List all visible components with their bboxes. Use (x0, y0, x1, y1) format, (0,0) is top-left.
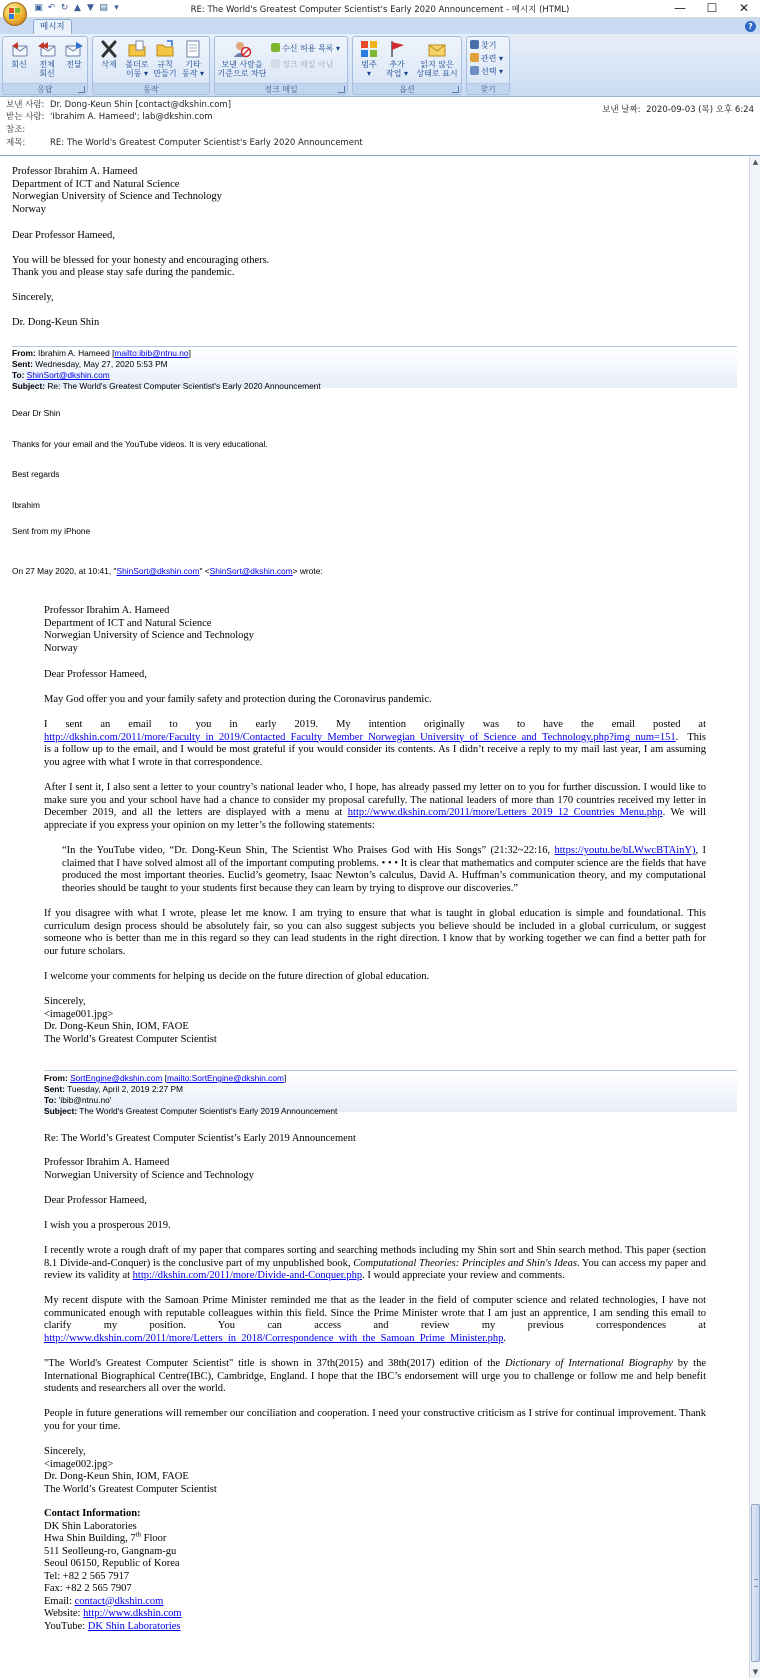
down-icon[interactable]: ▼ (87, 3, 94, 13)
message-body-frame (0, 155, 760, 1678)
ribbon (0, 34, 760, 97)
related-icon (470, 53, 479, 62)
to-row (6, 111, 213, 123)
sent-label: 보낸 날짜: (602, 105, 641, 115)
scroll-up-arrow-icon[interactable]: ▲ (752, 158, 759, 166)
website-link[interactable]: http://www.dkshin.com (83, 1608, 182, 1619)
letter2019-p4: "The World's Greatest Computer Scientist" title is shown in 37th(2015) and 38th(2017) edition of the Dictionary of International Biography by the International Biographical Centre(IBC), Cambridge, England. I hope that the IBC’s endorsement will urge you to challenge or follow me and help benefit students and researchers all over the world. (44, 1358, 706, 1394)
ribbon-tab-row (0, 18, 760, 34)
group-respond (2, 36, 88, 95)
letter2020-p4: If you disagree with what I wrote, please let me know. I am trying to ensure that what is taught in global education is simple and foundational. This curriculum design process should be absolutely fair, so you can also suggest subjects you believe should be included in a global curriculum, or suggest someone who is better than me in this regard so they can lead students in the right direction. I know that by working together we can find a better path for our future scholars. (44, 908, 706, 957)
reply-greeting: Dear Professor Hameed, (12, 230, 115, 241)
move-to-folder-button[interactable]: 폴더로 이동 ▾ (123, 39, 151, 78)
letter2019-p3: My recent dispute with the Samoan Prime Minister reminded me that as the leader in the field of computer science and related technologies, I have not communicated enough with reputable colleagues within this field. Since the Prime Minister wrote that I am just an apprentice, I am sending this email to clarify my position. You can access and review my previous correspondences at http://www.dkshin.com/2011/more/Letters_in_2018/Correspondence_with_the_Samoan_Prime_Minister.php. (44, 1295, 706, 1344)
minimize-button[interactable]: — (674, 1, 686, 15)
from-row (6, 99, 231, 111)
options-dialog-launcher[interactable] (452, 86, 459, 93)
quote1-wrote-line: On 27 May 2020, at 10:41, "ShinSort@dkshin.com" <ShinSort@dkshin.com> wrote: (12, 566, 323, 576)
forward-icon (64, 39, 84, 59)
from-label: 보낸 사람: (6, 100, 45, 110)
flag-icon (387, 39, 407, 59)
safe-list-icon (271, 43, 280, 52)
select-button[interactable]: 선택 ▾ (470, 66, 503, 77)
quote1-from-link[interactable]: mailto:ibib@ntnu.no (114, 348, 189, 358)
reply-address: Professor Ibrahim A. Hameed Department of ICT and Natural Science Norwegian University of Science and Technology Norway (12, 166, 222, 215)
delete-x-icon (99, 39, 119, 59)
group-actions (92, 36, 210, 95)
quote1-line3: Best regards (12, 469, 60, 479)
up-icon[interactable]: ▲ (74, 3, 81, 13)
contact-email-link[interactable]: contact@dkshin.com (74, 1595, 164, 1607)
categorize-icon (359, 39, 379, 59)
letter2020-signature: Sincerely, <image001.jpg> Dr. Dong-Keun Shin, IOM, FAOE The World’s Greatest Computer Scientist (44, 996, 217, 1045)
group-title-junk: 정크 메일 (215, 83, 347, 94)
subject-value: RE: The World's Greatest Computer Scientist's Early 2020 Announcement (50, 138, 363, 148)
follow-up-button[interactable]: 추가 작업 ▾ (383, 39, 411, 78)
document-icon (183, 39, 203, 59)
quote2-header: From: SortEngine@dkshin.com [mailto:SortEngine@dkshin.com] Sent: Tuesday, April 2, 2019 2:27 PM To: 'ibib@ntnu.no' Subject: The World's Greatest Computer Scientist's Early 2019 Announcement (44, 1073, 338, 1116)
forward-button[interactable]: 전달 (60, 39, 88, 69)
mark-unread-icon (427, 39, 447, 59)
junk-dialog-launcher[interactable] (338, 86, 345, 93)
letter2019-p2: I recently wrote a rough draft of my paper that compares sorting and searching methods including my Shin sort and Shin search method. This paper (section 8.1 Divide-and-Conquer) is the conclusive part of my unpublished book, Computational Theories: Principles and Shin's Ideas. You can access my paper and review its validity at http://dkshin.com/2011/more/Divide-and-Conquer.php. I would appreciate your review and comments. (44, 1245, 707, 1281)
letter2020-p2: I sent an email to you in early 2019. My intention originally was to have the email posted at http://dkshin.com/2011/more/Faculty_in_2019/Contacted_Faculty_Member_Norwegian_University_of_Science_and_Technology.php?img_num=151. This is a follow up to the email, and I would be most grateful if you would consider its contents. As I didn’t receive a reply to my mail last year, I am assuming you agree with what I wrote in that correspondence. (44, 719, 706, 768)
sent-row (602, 104, 754, 116)
message-body (0, 156, 748, 1678)
maximize-button[interactable]: ☐ (706, 1, 718, 15)
quote1-line4: Ibrahim (12, 500, 40, 510)
quote1-to-link[interactable]: ShinSort@dkshin.com (26, 370, 110, 380)
cc-label: 참조: (6, 125, 26, 135)
quote1-separator (12, 346, 737, 347)
subject-row (6, 137, 363, 149)
reply-all-icon (37, 39, 57, 59)
not-junk-icon (271, 59, 280, 68)
quote1-header: From: Ibrahim A. Hameed [mailto:ibib@ntnu.no] Sent: Wednesday, May 27, 2020 5:53 PM To: ShinSort@dkshin.com Subject: Re: The World's Greatest Computer Scientist's Early 2020 Announcement (12, 348, 321, 391)
message-header (0, 97, 760, 155)
vertical-scrollbar[interactable] (749, 156, 760, 1678)
block-sender-icon (232, 39, 252, 59)
safe-list-button[interactable]: 수신 허용 목록 ▾ (271, 43, 340, 54)
quote1-line5: Sent from my iPhone (12, 526, 91, 536)
scrollbar-thumb[interactable] (751, 1504, 760, 1662)
reply-icon (9, 39, 29, 59)
letter2020-address: Professor Ibrahim A. Hameed Department of ICT and Natural Science Norwegian University of Science and Technology Norway (44, 605, 254, 654)
letter2020-quote: “In the YouTube video, “Dr. Dong-Keun Shin, The Scientist Who Praises God with His Songs” (21:32~22:16, https://youtu.be/bLWwcBTAinY), I claimed that I have solved almost all of the important computing problems. • • • It is clear that mathematics and computer science are the fields that have produced the most important theories. Euclid’s geometry, Isaac Newton’s calculus, David A. Huffman’s communication theory, and my computational theories should be taught to your students first because they can learn by trying to disprove our discoveries.” (62, 845, 706, 894)
letter2020-p3: After I sent it, I also sent a letter to your country’s national leader who, I hope, has already passed my letter on to you for further discussion. I would like to make sure you and your school have had a chance to consider my proposal carefully. The national leaders of more than 170 countries received my letter in December 2019, and all the letters are displayed with a menu at http://www.dkshin.com/2011/more/Letters_2019_12_Countries_Menu.php. We will appreciate if you express your opinion on my letter’s the following statements: (44, 782, 706, 831)
folder-move-icon (127, 39, 147, 59)
youtube-channel-link[interactable]: DK Shin Laboratories (87, 1620, 181, 1632)
reply-line1: You will be blessed for your honesty and encouraging others. (12, 255, 270, 266)
to-label: 받는 사람: (6, 112, 45, 122)
reply-line2: Thank you and please stay safe during the pandemic. (12, 267, 235, 278)
letter2019-address: Professor Ibrahim A. Hameed Norwegian University of Science and Technology (44, 1157, 254, 1181)
letter2020-p5: I welcome your comments for helping us decide on the future direction of global education. (44, 971, 430, 982)
quote1-line1: Dear Dr Shin (12, 408, 61, 418)
letter2019-greeting: Dear Professor Hameed, (44, 1195, 147, 1206)
cc-row (6, 124, 50, 136)
delete-button[interactable]: 삭제 (95, 39, 123, 69)
create-rule-button[interactable]: 규칙 만들기 (151, 39, 179, 78)
letter2019-signature: Sincerely, <image002.jpg> Dr. Dong-Keun Shin, IOM, FAOE The World’s Greatest Computer Scientist (44, 1446, 217, 1495)
letter2020-greeting: Dear Professor Hameed, (44, 669, 147, 680)
countries-menu-link[interactable]: http://www.dkshin.com/2011/more/Letters_2019_12_Countries_Menu.php (347, 807, 663, 818)
group-title-options: 옵션 (353, 83, 461, 94)
group-junk (214, 36, 348, 95)
select-icon (470, 66, 479, 75)
wrote-link-2[interactable]: ShinSort@dkshin.com (209, 566, 293, 576)
window-title: RE: The World's Greatest Computer Scientist's Early 2020 Announcement - 메시지 (HTML) (190, 5, 570, 15)
reply-closing: Sincerely, (12, 292, 54, 303)
find-button[interactable]: 찾기 (470, 40, 496, 51)
not-junk-button: 정크 메일 아님 (271, 59, 333, 70)
other-actions-button[interactable]: 기타 동작 ▾ (179, 39, 207, 78)
categorize-button[interactable]: 범주 ▾ (355, 39, 383, 78)
quote2-from-link[interactable]: SortEngine@dkshin.com (70, 1073, 163, 1083)
group-options (352, 36, 462, 95)
letter2019-re: Re: The World’s Greatest Computer Scientist’s Early 2019 Announcement (44, 1133, 356, 1144)
youtube-link[interactable]: https://youtu.be/bLWwcBTAinY) (554, 845, 696, 856)
samoan-correspondence-link[interactable]: http://www.dkshin.com/2011/more/Letters_in_2018/Correspondence_with_the_Samoan_Prime_Minister.php (44, 1332, 504, 1344)
to-value[interactable]: 'Ibrahim A. Hameed'; lab@dkshin.com (50, 112, 213, 122)
from-value[interactable]: Dr. Dong-Keun Shin [contact@dkshin.com] (50, 100, 232, 110)
office-logo-icon (9, 8, 21, 20)
group-title-actions: 동작 (93, 83, 209, 94)
binoculars-icon (470, 40, 479, 49)
redo-icon[interactable]: ↻ (60, 3, 69, 13)
contact-information: Contact Information: DK Shin Laboratories Hwa Shin Building, 7th Floor 511 Seolleung-ro, Gangnam-gu Seoul 06150, Republic of Korea Tel: +82 2 565 7917 Fax: +82 2 565 7907 Email: contact@dkshin.com Website: http://www.dkshin.com YouTube: DK Shin Laboratories (44, 1508, 182, 1632)
help-icon[interactable]: ? (745, 21, 756, 32)
office-button[interactable] (3, 2, 27, 26)
group-title-respond: 응답 (3, 83, 87, 94)
letter2019-p1: I wish you a prosperous 2019. (44, 1220, 171, 1231)
sent-value: 2020-09-03 (목) 오후 6:24 (646, 105, 754, 115)
block-sender-button[interactable]: 보낸 사람을 기준으로 차단 (217, 39, 267, 78)
faculty-link[interactable]: http://dkshin.com/2011/more/Faculty_in_2019/Contacted_Faculty_Member_Norwegian_University_of_Science_and_Technology.php?img_num=151 (44, 731, 676, 743)
undo-icon[interactable]: ↶ (47, 3, 56, 13)
group-find (466, 36, 510, 95)
tab-message[interactable]: 메시지 (33, 19, 72, 34)
scrollbar-grip-icon (754, 1579, 758, 1587)
letter2019-p5: People in future generations will remember our conciliation and cooperation. I need your constructive criticism as I strive for continual improvement. Thank you for your time. (44, 1408, 706, 1432)
letter2020-p1: May God offer you and your family safety and protection during the Coronavirus pandemic. (44, 694, 432, 705)
preview-icon[interactable]: ▤ (99, 3, 108, 13)
quote1-line2: Thanks for your email and the YouTube videos. It is very educational. (12, 439, 268, 449)
quote2-mailto-link[interactable]: mailto:SortEngine@dkshin.com (167, 1073, 284, 1083)
reply-all-button[interactable]: 전체 회신 (33, 39, 61, 78)
reply-signature: Dr. Dong-Keun Shin (12, 317, 100, 328)
wrote-link-1[interactable]: ShinSort@dkshin.com (116, 566, 200, 576)
save-icon[interactable]: ▣ (34, 3, 43, 13)
scroll-down-arrow-icon[interactable]: ▼ (752, 1668, 759, 1676)
window-controls (664, 0, 760, 18)
subject-label: 제목: (6, 138, 26, 148)
mark-unread-button[interactable]: 읽지 않은 상태로 표시 (415, 39, 459, 78)
respond-dialog-launcher[interactable] (78, 86, 85, 93)
quote2-separator (44, 1070, 737, 1071)
reply-button[interactable]: 회신 (5, 39, 33, 69)
customize-icon[interactable]: ▾ (114, 3, 119, 13)
group-title-find: 찾기 (467, 83, 509, 94)
rule-folder-icon (155, 39, 175, 59)
close-button[interactable]: ✕ (738, 1, 750, 15)
related-button[interactable]: 관련 ▾ (470, 53, 503, 64)
divide-conquer-link[interactable]: http://dkshin.com/2011/more/Divide-and-Conquer.php (132, 1270, 363, 1281)
title-bar (0, 0, 760, 18)
